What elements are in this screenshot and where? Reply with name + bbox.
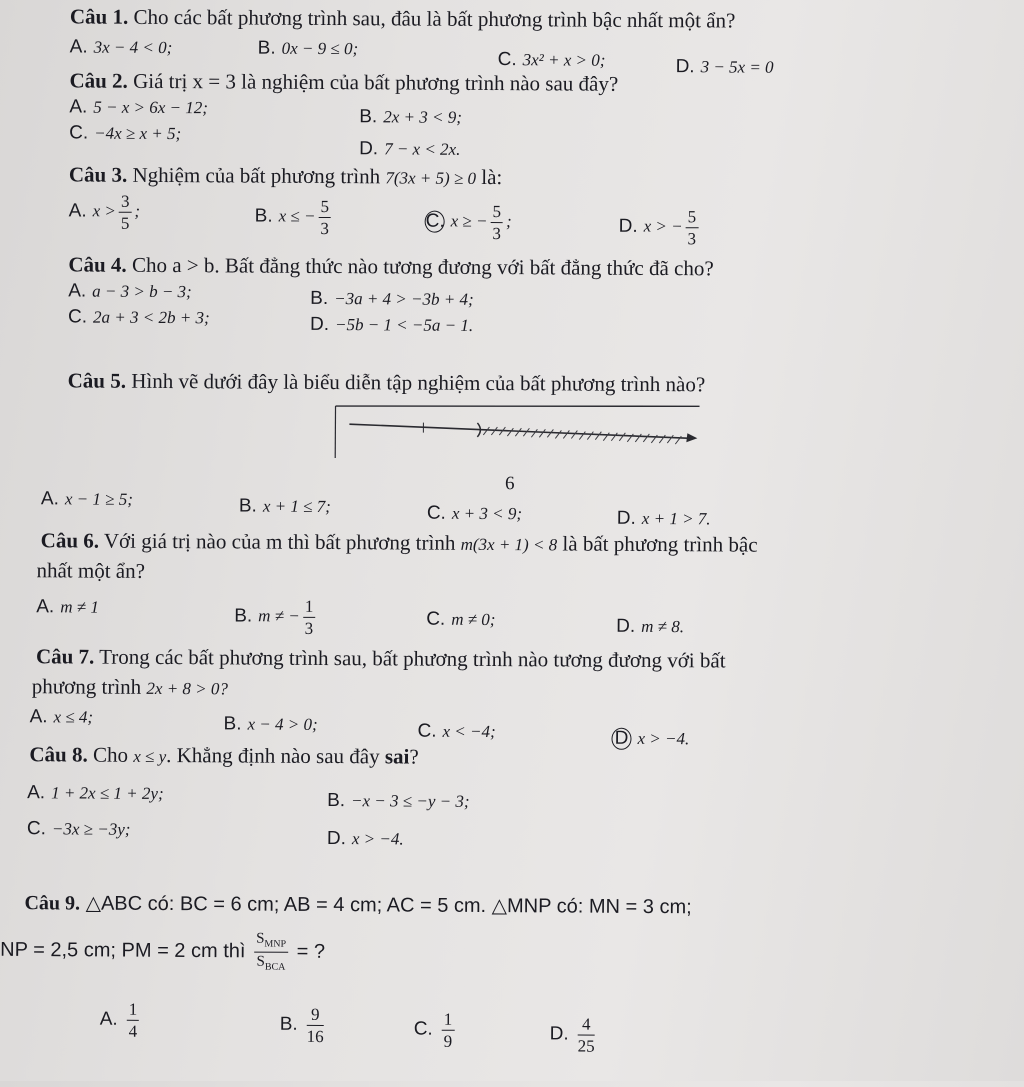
q2-option-d: D. 7 − x < 2x. <box>359 138 460 161</box>
q6-option-b: B. m ≠ − $\frac{1}{3}$ <box>234 597 318 637</box>
q2-option-a: A. 5 − x > 6x − 12; <box>69 96 208 119</box>
q1-option-a: A. 3x − 4 < 0; <box>70 36 173 59</box>
figure-frame-top <box>336 404 700 408</box>
q4-option-d: D. −5b − 1 < −5a − 1. <box>310 314 473 337</box>
q5-option-b: B. x + 1 ≤ 7; <box>239 495 331 518</box>
number-line-axis <box>349 424 687 438</box>
q5-stem: Câu 5. Hình vẽ dưới đây là biểu diễn tập nghiệm của bất phương trình nào? <box>68 368 706 397</box>
shaded-region-hatching <box>483 427 681 444</box>
q6-option-d: D. m ≠ 8. <box>616 616 684 638</box>
q9-stem-line2: NP = 2,5 cm; PM = 2 cm thì $\frac{S_{MNP}}{S_{BCA}}$ = ? <box>0 930 325 973</box>
q7-option-c: C. x < −4; <box>417 721 495 743</box>
q6-stem-line2: nhất một ẩn? <box>36 558 145 584</box>
q3-option-d: D. x > − $\frac{5}{3}$ <box>619 208 702 248</box>
q7-stem-line2: phương trình 2x + 8 > 0? <box>32 674 228 700</box>
q8-stem: Câu 8. Cho x ≤ y. Khẳng định nào sau đây sai? <box>29 742 419 769</box>
q1-option-b: B. 0x − 9 ≤ 0; <box>258 38 359 61</box>
q8-option-a: A. 1 + 2x ≤ 1 + 2y; <box>27 782 164 805</box>
q3-option-a: A. x > $\frac{3}{5}$ ; <box>69 192 141 231</box>
q2-option-b: B. 2x + 3 < 9; <box>359 106 462 129</box>
q7-option-d: D x > −4. <box>611 728 689 750</box>
number-line-arrow <box>686 433 697 442</box>
q6-option-a: A. m ≠ 1 <box>36 596 99 618</box>
q5-option-c: C. x + 3 < 9; <box>427 503 522 526</box>
q8-option-b: B. −x − 3 ≤ −y − 3; <box>327 790 470 813</box>
q4-option-b: B. −3a + 4 > −3b + 4; <box>310 288 474 311</box>
q9-option-b: B. $\frac{9}{16}$ <box>280 1006 327 1045</box>
q4-stem: Câu 4. Cho a > b. Bất đẳng thức nào tương đương với bất đẳng thức đã cho? <box>68 252 714 281</box>
q8-option-d: D. x > −4. <box>327 828 404 850</box>
q9-option-a: A. $\frac{1}{4}$ <box>100 1001 143 1040</box>
q5-option-a: A. x − 1 ≥ 5; <box>41 488 133 511</box>
q7-option-a: A. x ≤ 4; <box>30 706 94 728</box>
q4-option-a: A. a − 3 > b − 3; <box>68 280 192 303</box>
q3-option-c: C. x ≥ − $\frac{5}{3}$ ; <box>425 203 512 243</box>
axis-label-six: 6 <box>505 473 515 495</box>
q9-option-c: C. $\frac{1}{9}$ <box>414 1011 458 1050</box>
q4-option-c: C. 2a + 3 < 2b + 3; <box>68 306 210 329</box>
q6-stem: Câu 6. Với giá trị nào của m thì bất phương trình m(3x + 1) < 8 là bất phương trình bậc <box>41 528 758 557</box>
q3-stem: Câu 3. Nghiệm của bất phương trình 7(3x + 5) ≥ 0 là: <box>69 162 503 190</box>
q9-stem: Câu 9. △ABC có: BC = 6 cm; AB = 4 cm; AC = 5 cm. △MNP có: MN = 3 cm; <box>24 890 691 919</box>
q3-option-b: B. x ≤ − $\frac{5}{3}$ <box>255 198 335 237</box>
q6-option-c: C. m ≠ 0; <box>426 609 495 631</box>
q7-option-b: B. x − 4 > 0; <box>224 713 318 736</box>
number-line-figure <box>327 396 707 468</box>
q5-option-d: D. x + 1 > 7. <box>617 508 711 531</box>
q7-stem: Câu 7. Trong các bất phương trình sau, bất phương trình nào tương đương với bất <box>36 644 726 673</box>
q2-option-c: C. −4x ≥ x + 5; <box>69 122 181 145</box>
q1-option-c: C. 3x² + x > 0; <box>498 49 606 72</box>
q8-option-c: C. −3x ≥ −3y; <box>27 818 131 841</box>
q2-stem: Câu 2. Giá trị x = 3 là nghiệm của bất phương trình nào sau đây? <box>69 68 618 96</box>
q9-option-d: D. $\frac{4}{25}$ <box>550 1015 598 1054</box>
q1-option-d: D. 3 − 5x = 0 <box>676 56 774 79</box>
selected-answer-circle: D <box>611 728 631 750</box>
selected-answer-circle: C. <box>425 210 445 232</box>
q1-stem: Câu 1. Cho các bất phương trình sau, đâu là bất phương trình bậc nhất một ẩn? <box>70 4 736 33</box>
